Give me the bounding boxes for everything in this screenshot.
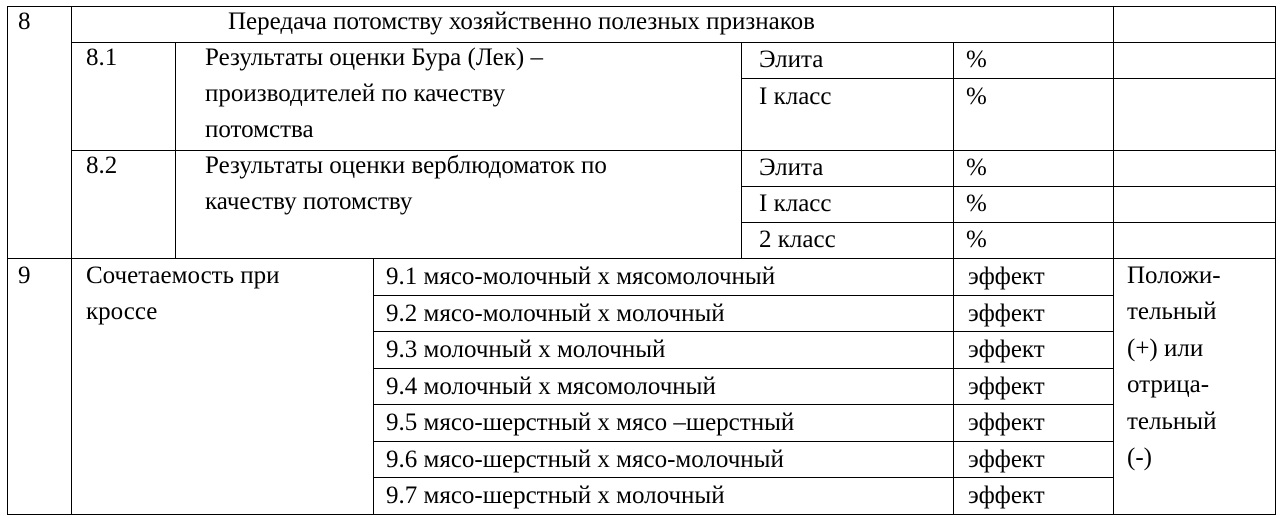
- table-border-bottom: [7, 514, 1276, 515]
- section-9-number: 9: [18, 262, 31, 289]
- divider-cross-3: [373, 368, 1114, 369]
- row-8-1-unit-class-1: %: [966, 83, 987, 110]
- divider-cross-2: [373, 331, 1114, 332]
- row-8-1-description-line-1: Результаты оценки Бура (Лек) –: [205, 44, 543, 71]
- table-border-left: [7, 6, 8, 515]
- divider-grade-column: [741, 42, 742, 258]
- row-8-2-unit-class-1: %: [966, 190, 987, 217]
- cross-9-1: 9.1 мясо-молочный х мясомолочный: [386, 263, 776, 290]
- effect-note-line-3: (+) или: [1127, 335, 1204, 362]
- divider-unit-column: [953, 42, 954, 258]
- row-8-2-grade-class-1: I класс: [759, 190, 832, 217]
- section-8-title: Передача потомству хозяйственно полезных признаков: [228, 8, 815, 35]
- row-8-2-unit-elite: %: [966, 154, 987, 181]
- row-8-2-unit-class-2: %: [966, 226, 987, 253]
- cross-9-3: 9.3 молочный х молочный: [386, 336, 666, 363]
- effect-note-line-5: тельный: [1127, 408, 1217, 435]
- effect-note-line-2: тельный: [1127, 298, 1217, 325]
- table-border-right: [1275, 6, 1276, 515]
- cross-9-5-effect: эффект: [968, 409, 1045, 436]
- effect-note-line-6: (-): [1127, 444, 1152, 471]
- cross-9-2-effect: эффект: [968, 300, 1045, 327]
- divider-cross-4: [373, 404, 1114, 405]
- section-9-label-line-1: Сочетаемость при: [86, 262, 280, 289]
- cross-9-4: 9.4 молочный х мясомолочный: [386, 373, 716, 400]
- divider-subnumber-column: [175, 42, 176, 258]
- row-8-2-grade-class-2: 2 класс: [759, 226, 836, 253]
- row-8-2-grade-elite: Элита: [759, 154, 824, 181]
- row-8-2-description-line-2: качеству потомству: [205, 188, 413, 215]
- cross-9-2: 9.2 мясо-молочный х молочный: [386, 300, 725, 327]
- divider-cross-5: [373, 441, 1114, 442]
- row-8-1-number: 8.1: [86, 44, 118, 71]
- divider-cross-1: [373, 295, 1114, 296]
- row-8-1-description-line-2: производителей по качеству: [205, 80, 506, 107]
- effect-note-line-4: отрица-: [1127, 371, 1210, 398]
- divider-cross-column: [373, 258, 374, 514]
- divider-cross-6: [373, 477, 1114, 478]
- cross-9-4-effect: эффект: [968, 373, 1045, 400]
- row-8-1-grade-class-1: I класс: [759, 83, 832, 110]
- cross-9-7: 9.7 мясо-шерстный х молочный: [386, 482, 725, 509]
- row-8-2-number: 8.2: [86, 152, 118, 179]
- cross-9-6-effect: эффект: [968, 446, 1045, 473]
- row-8-1-unit-elite: %: [966, 46, 987, 73]
- divider-effect-column: [953, 258, 954, 514]
- row-8-2-description-line-1: Результаты оценки верблюдоматок по: [205, 152, 607, 179]
- divider-note-column: [1113, 6, 1114, 515]
- cross-9-1-effect: эффект: [968, 263, 1045, 290]
- cross-9-5: 9.5 мясо-шерстный х мясо –шерстный: [386, 409, 795, 436]
- divider-number-column: [71, 6, 72, 515]
- row-8-1-description-line-3: потомства: [205, 116, 314, 143]
- effect-note-line-1: Положи-: [1127, 262, 1221, 289]
- row-8-1-grade-elite: Элита: [759, 46, 824, 73]
- section-9-label-line-2: кроссе: [86, 298, 158, 325]
- divider-81-elite: [741, 78, 1276, 79]
- section-8-number: 8: [18, 8, 31, 35]
- cross-9-6: 9.6 мясо-шерстный х мясо-молочный: [386, 446, 784, 473]
- cross-9-3-effect: эффект: [968, 336, 1045, 363]
- cross-9-7-effect: эффект: [968, 482, 1045, 509]
